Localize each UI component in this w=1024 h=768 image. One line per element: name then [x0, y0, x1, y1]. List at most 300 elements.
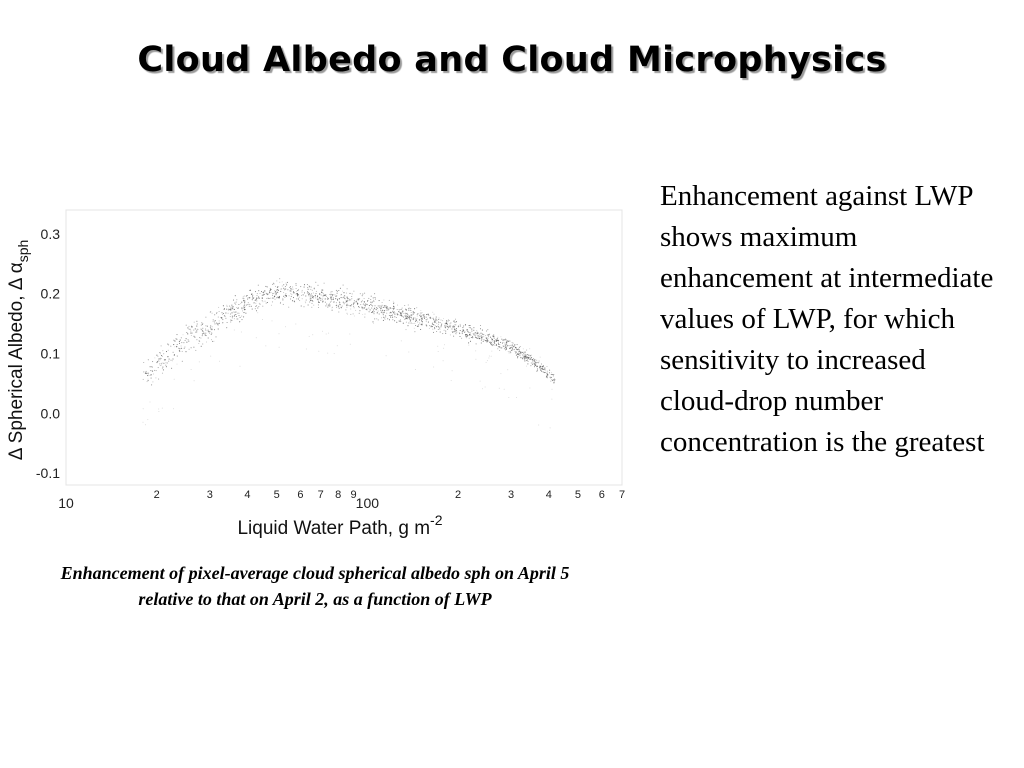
data-point [349, 334, 350, 335]
data-point [384, 307, 385, 308]
data-point [439, 327, 440, 328]
data-point [452, 328, 453, 329]
data-point [537, 368, 538, 369]
data-point [179, 341, 180, 342]
data-point [143, 362, 144, 363]
data-point [277, 289, 278, 290]
data-point [421, 319, 422, 320]
data-point [491, 342, 492, 343]
data-point [480, 381, 481, 382]
data-point [270, 288, 271, 289]
data-point [500, 373, 501, 374]
data-point [394, 314, 395, 315]
data-point [258, 306, 259, 307]
data-point [306, 300, 307, 301]
data-point [256, 295, 257, 296]
data-point [435, 318, 436, 319]
data-point [517, 356, 518, 357]
data-point [415, 369, 416, 370]
data-point [516, 355, 517, 356]
data-point [392, 311, 393, 312]
data-point [235, 295, 236, 296]
data-point [384, 310, 385, 311]
data-point [504, 346, 505, 347]
data-point [315, 297, 316, 298]
data-point [362, 308, 363, 309]
data-point [408, 322, 409, 323]
data-point [483, 336, 484, 337]
data-point [337, 299, 338, 300]
data-point [226, 305, 227, 306]
data-point [361, 302, 362, 303]
data-point [246, 305, 247, 306]
data-point [431, 326, 432, 327]
data-point [268, 298, 269, 299]
data-point [330, 302, 331, 303]
data-point [378, 311, 379, 312]
data-point [323, 295, 324, 296]
data-point [364, 305, 365, 306]
data-point [547, 377, 548, 378]
data-point [386, 355, 387, 356]
data-point [252, 309, 253, 310]
data-point [336, 290, 337, 291]
data-point [402, 308, 403, 309]
data-point [285, 293, 286, 294]
data-point [191, 347, 192, 348]
data-point [377, 308, 378, 309]
data-point [373, 309, 374, 310]
data-point [532, 364, 533, 365]
data-point [229, 306, 230, 307]
data-point [143, 408, 144, 409]
data-point [339, 302, 340, 303]
data-point [182, 361, 183, 362]
data-point [481, 335, 482, 336]
data-point [276, 293, 277, 294]
data-point [547, 374, 548, 375]
data-point [243, 296, 244, 297]
data-point [238, 304, 239, 305]
data-point [534, 366, 535, 367]
data-point [506, 344, 507, 345]
data-point [368, 298, 369, 299]
x-tick-label: 3 [206, 489, 213, 501]
data-point [454, 322, 455, 323]
data-point [403, 323, 404, 324]
data-point [536, 371, 537, 372]
data-point [291, 288, 292, 289]
data-point [450, 334, 451, 335]
data-point [392, 317, 393, 318]
data-point [208, 330, 209, 331]
data-point [393, 308, 394, 309]
data-point [411, 317, 412, 318]
data-point [475, 350, 476, 351]
x-tick-label: 5 [273, 489, 280, 501]
data-point [390, 308, 391, 309]
data-point [437, 346, 438, 347]
data-point [544, 368, 545, 369]
y-tick-label: -0.1 [35, 465, 60, 482]
data-point [405, 329, 406, 330]
data-point [483, 339, 484, 340]
data-point [496, 344, 497, 345]
data-point [517, 354, 518, 355]
data-point [531, 357, 532, 358]
data-point [417, 314, 418, 315]
data-point [438, 324, 439, 325]
data-point [176, 334, 177, 335]
data-point [307, 284, 308, 285]
data-point [491, 344, 492, 345]
data-point [370, 299, 371, 300]
data-point [286, 284, 287, 285]
data-point [383, 317, 384, 318]
data-point [442, 320, 443, 321]
x-tick-label: 4 [244, 489, 251, 501]
data-point [384, 305, 385, 306]
data-point [151, 384, 152, 385]
data-point [478, 338, 479, 339]
data-point [205, 333, 206, 334]
data-point [280, 302, 281, 303]
data-point [433, 324, 434, 325]
data-point [466, 336, 467, 337]
data-point [357, 299, 358, 300]
data-point [364, 301, 365, 302]
data-point [508, 397, 509, 398]
data-point [515, 351, 516, 352]
data-point [469, 334, 470, 335]
data-point [183, 342, 184, 343]
x-tick-label: 100 [355, 495, 380, 511]
data-point [405, 313, 406, 314]
data-point [337, 345, 338, 346]
data-point [527, 360, 528, 361]
data-point [499, 347, 500, 348]
data-point [156, 362, 157, 363]
data-point [360, 304, 361, 305]
data-point [285, 295, 286, 296]
data-point [342, 306, 343, 307]
data-point [524, 360, 525, 361]
data-point [299, 300, 300, 301]
data-point [504, 342, 505, 343]
data-point [487, 340, 488, 341]
data-point [462, 333, 463, 334]
data-point [487, 339, 488, 340]
data-point [466, 329, 467, 330]
data-point [373, 301, 374, 302]
data-point [365, 304, 366, 305]
data-point [386, 307, 387, 308]
data-point [173, 408, 174, 409]
data-point [489, 334, 490, 335]
data-point [173, 340, 174, 341]
data-point [230, 321, 231, 322]
x-tick-label: 2 [454, 489, 462, 501]
data-point [177, 364, 178, 365]
data-point [262, 298, 263, 299]
data-point [481, 339, 482, 340]
data-point [260, 304, 261, 305]
x-tick-label: 7 [618, 489, 626, 501]
data-point [440, 326, 441, 327]
data-point [433, 367, 434, 368]
data-point [550, 427, 551, 428]
data-point [216, 312, 217, 313]
data-point [385, 305, 386, 306]
data-point [509, 351, 510, 352]
data-point [376, 309, 377, 310]
data-point [426, 319, 427, 320]
data-point [362, 300, 363, 301]
data-point [513, 343, 514, 344]
data-point [500, 336, 501, 337]
data-point [382, 302, 383, 303]
data-point [274, 296, 275, 297]
data-point [233, 306, 234, 307]
data-point [367, 304, 368, 305]
data-point [400, 321, 401, 322]
scatter-points [143, 278, 556, 428]
data-point [258, 285, 259, 286]
data-point [202, 335, 203, 336]
data-point [435, 325, 436, 326]
data-point [387, 318, 388, 319]
data-point [192, 326, 193, 327]
data-point [227, 306, 228, 307]
data-point [277, 296, 278, 297]
data-point [469, 325, 470, 326]
data-point [408, 317, 409, 318]
data-point [197, 329, 198, 330]
data-point [176, 346, 177, 347]
data-point [181, 337, 182, 338]
data-point [456, 332, 457, 333]
data-point [241, 308, 242, 309]
data-point [388, 309, 389, 310]
data-point [153, 373, 154, 374]
data-point [322, 299, 323, 300]
x-tick-label: 2 [153, 489, 160, 501]
data-point [320, 300, 321, 301]
data-point [282, 285, 283, 286]
data-point [194, 380, 195, 381]
data-point [295, 324, 296, 325]
data-point [544, 369, 545, 370]
data-point [337, 300, 338, 301]
data-point [511, 350, 512, 351]
data-point [358, 306, 359, 307]
data-point [356, 301, 357, 302]
data-point [301, 295, 302, 296]
data-point [379, 300, 380, 301]
data-point [279, 298, 280, 299]
data-point [224, 309, 225, 310]
data-point [158, 411, 159, 412]
data-point [454, 324, 455, 325]
data-point [222, 322, 223, 323]
data-point [333, 297, 334, 298]
data-point [256, 299, 257, 300]
data-point [245, 313, 246, 314]
data-point [551, 372, 552, 373]
plot-frame [66, 210, 622, 485]
data-point [205, 334, 206, 335]
data-point [433, 319, 434, 320]
data-point [148, 374, 149, 375]
x-tick-label: 8 [335, 489, 342, 501]
data-point [288, 307, 289, 308]
data-point [487, 360, 488, 361]
data-point [166, 351, 167, 352]
data-point [523, 353, 524, 354]
data-point [340, 294, 341, 295]
data-point [437, 326, 438, 327]
data-point [309, 294, 310, 295]
data-point [212, 341, 213, 342]
data-point [517, 357, 518, 358]
data-point [326, 334, 327, 335]
data-point [384, 312, 385, 313]
data-point [541, 363, 542, 364]
data-point [292, 300, 293, 301]
data-point [210, 327, 211, 328]
data-point [210, 325, 211, 326]
data-point [494, 345, 495, 346]
data-point [345, 309, 346, 310]
data-point [283, 284, 284, 285]
data-point [491, 351, 492, 352]
data-point [163, 353, 164, 354]
data-point [409, 308, 410, 309]
data-point [364, 317, 365, 318]
data-point [349, 299, 350, 300]
data-point [542, 368, 543, 369]
x-axis-ticks [58, 489, 625, 511]
data-point [160, 359, 161, 360]
data-point [226, 309, 227, 310]
data-point [473, 327, 474, 328]
data-point [507, 340, 508, 341]
data-point [317, 299, 318, 300]
data-point [420, 310, 421, 311]
data-point [460, 325, 461, 326]
data-point [397, 314, 398, 315]
data-point [235, 314, 236, 315]
data-point [266, 298, 267, 299]
data-point [152, 370, 153, 371]
data-point [390, 317, 391, 318]
data-point [312, 290, 313, 291]
data-point [406, 310, 407, 311]
data-point [248, 302, 249, 303]
data-point [309, 286, 310, 287]
data-point [422, 319, 423, 320]
data-point [486, 342, 487, 343]
data-point [473, 334, 474, 335]
data-point [252, 296, 253, 297]
data-point [428, 322, 429, 323]
data-point [219, 323, 220, 324]
data-point [501, 347, 502, 348]
data-point [331, 299, 332, 300]
data-point [512, 342, 513, 343]
data-point [392, 308, 393, 309]
data-point [373, 323, 374, 324]
data-point [374, 308, 375, 309]
data-point [214, 329, 215, 330]
data-point [296, 285, 297, 286]
data-point [339, 308, 340, 309]
data-point [235, 311, 236, 312]
data-point [496, 345, 497, 346]
data-point [257, 307, 258, 308]
data-point [301, 292, 302, 293]
data-point [497, 338, 498, 339]
data-point [418, 326, 419, 327]
data-point [187, 333, 188, 334]
data-point [272, 298, 273, 299]
data-point [469, 338, 470, 339]
data-point [464, 332, 465, 333]
data-point [420, 316, 421, 317]
data-point [160, 353, 161, 354]
data-point [311, 300, 312, 301]
data-point [264, 294, 265, 295]
data-point [181, 345, 182, 346]
data-point [296, 291, 297, 292]
data-point [381, 317, 382, 318]
data-point [232, 316, 233, 317]
data-point [158, 359, 159, 360]
data-point [198, 340, 199, 341]
data-point [158, 367, 159, 368]
data-point [445, 333, 446, 334]
data-point [166, 366, 167, 367]
data-point [243, 316, 244, 317]
data-point [146, 373, 147, 374]
data-point [169, 359, 170, 360]
data-point [436, 326, 437, 327]
data-point [331, 307, 332, 308]
data-point [226, 327, 227, 328]
data-point [485, 335, 486, 336]
data-point [147, 419, 148, 420]
data-point [318, 300, 319, 301]
data-point [328, 333, 329, 334]
data-point [354, 300, 355, 301]
data-point [499, 344, 500, 345]
data-point [337, 293, 338, 294]
data-point [275, 286, 276, 287]
data-point [432, 329, 433, 330]
data-point [353, 304, 354, 305]
data-point [456, 330, 457, 331]
data-point [429, 328, 430, 329]
data-point [363, 303, 364, 304]
data-point [263, 295, 264, 296]
data-point [487, 334, 488, 335]
data-point [387, 309, 388, 310]
data-point [223, 305, 224, 306]
data-point [338, 305, 339, 306]
data-point [222, 319, 223, 320]
data-point [347, 296, 348, 297]
data-point [310, 298, 311, 299]
